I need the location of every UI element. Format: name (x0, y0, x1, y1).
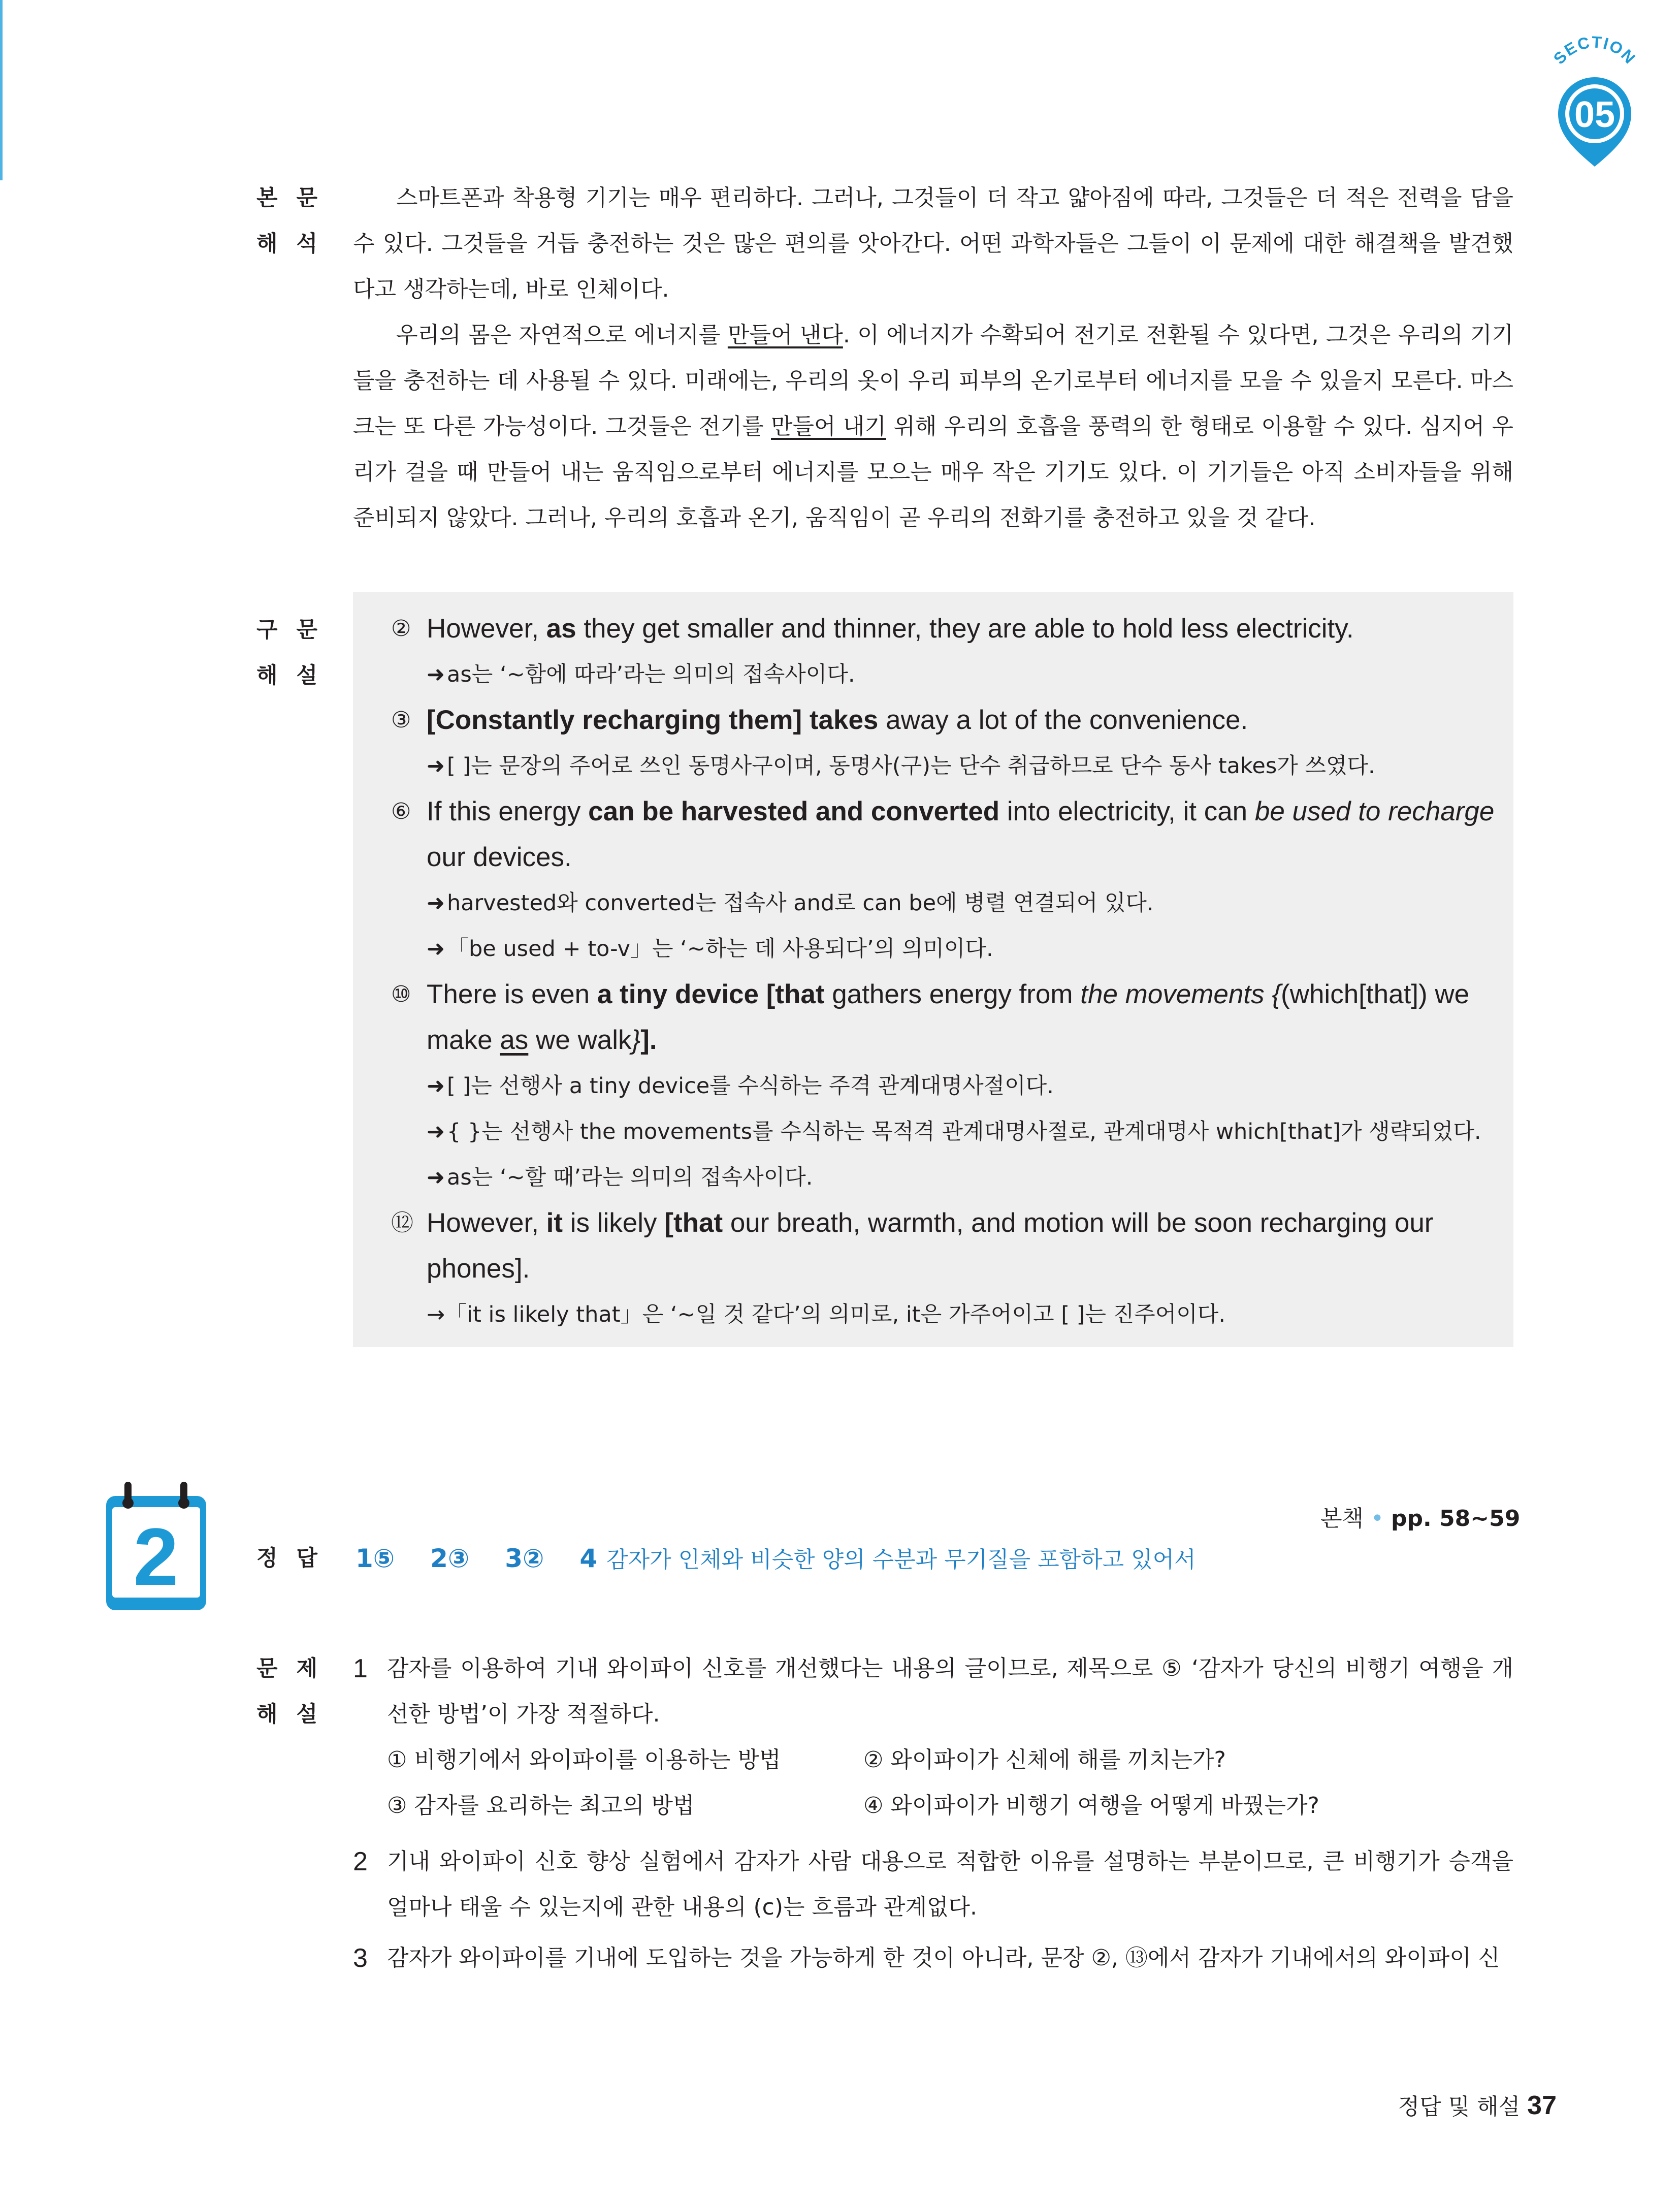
answer-4: 4 (579, 1544, 598, 1573)
sentence-6-note-1: ➜harvested와 converted는 접속사 and로 can be에 병렬 연결되어 있다. (427, 890, 1154, 916)
sentence-10-cont: make as we walk}]. (427, 1025, 657, 1055)
translation-label: 본 문 해 석 (256, 185, 317, 257)
sentence-10-note-3: ➜as는 ‘~할 때’라는 의미의 접속사이다. (427, 1165, 813, 1190)
question-2-explanation: 기내 와이파이 신호 향상 실험에서 감자가 사람 대용으로 적합한 이유를 설명하는 부분이므로, 큰 비행기가 승객을 얼마나 태울 수 있는지에 관한 내용의 (c)는 흐름과 관계없다. (387, 1848, 1513, 1920)
translation-text (353, 175, 1513, 541)
question-number: 3 (353, 1943, 368, 1973)
sentence-10-note-2: ➜{ }는 선행사 the movements를 수식하는 목적격 관계대명사절로, 관계대명사 which[that]가 생략되었다. (427, 1119, 1481, 1144)
sentence-number: ③ (391, 707, 411, 733)
answer-3: 3② (505, 1544, 544, 1573)
sentence-10: There is even a tiny device [that gathers energy from the movements {(which[that]) we (427, 979, 1470, 1009)
calendar-number-icon (104, 1481, 208, 1613)
question-1-explanation: 감자를 이용하여 기내 와이파이 신호를 개선했다는 내용의 글이므로, 제목으로 ⑤ ‘감자가 당신의 비행기 여행을 개선한 방법’이 가장 적절하다. (387, 1655, 1513, 1727)
sentence-number: ⑫ (391, 1210, 413, 1236)
sentence-number: ⑥ (391, 799, 411, 824)
page-number: 37 (1527, 2091, 1557, 2120)
part-number: 2 (133, 1511, 179, 1602)
choice-4: ④ 와이파이가 비행기 여행을 어떻게 바꿨는가? (863, 1793, 1319, 1819)
sentence-12: However, it is likely [that our breath, warmth, and motion will be soon recharging our (427, 1208, 1434, 1238)
sentence-3-note: ➜[ ]는 문장의 주어로 쓰인 동명사구이며, 동명사(구)는 단수 취급하므로 단수 동사 takes가 쓰였다. (427, 753, 1375, 779)
answer-row (356, 1538, 1232, 1580)
question-number: 2 (353, 1847, 368, 1876)
question-3-explanation: 감자가 와이파이를 기내에 도입하는 것을 가능하게 한 것이 아니라, 문장 ②, ⑬에서 감자가 기내에서의 와이파이 신 (387, 1945, 1500, 1971)
explanation-label: 문 제 해 설 (256, 1656, 317, 1727)
sentence-6-note-2: ➜「be used + to-v」는 ‘~하는 데 사용되다’의 의미이다. (427, 936, 993, 962)
answer-1: 1⑤ (356, 1544, 395, 1573)
choice-2: ② 와이파이가 신체에 해를 끼치는가? (863, 1747, 1226, 1773)
sentence-2-note: ➜as는 ‘~함에 따라’라는 의미의 접속사이다. (427, 662, 855, 687)
sentence-12-cont: phones]. (427, 1254, 530, 1284)
choice-3: ③ 감자를 요리하는 최고의 방법 (387, 1793, 695, 1819)
page-reference: 본책 • pp. 58~59 (1320, 1506, 1521, 1532)
page-footer: 정답 및 해설 37 (1398, 2091, 1557, 2120)
question-number: 1 (353, 1654, 368, 1683)
answer-4-text: 감자가 인체와 비슷한 양의 수분과 무기질을 포함하고 있어서 (606, 1547, 1196, 1573)
section-badge (1544, 36, 1645, 173)
choice-1: ① 비행기에서 와이파이를 이용하는 방법 (387, 1747, 781, 1773)
edge-accent-line (0, 0, 3, 180)
sentence-10-note-1: ➜[ ]는 선행사 a tiny device를 수식하는 주격 관계대명사절이다. (427, 1073, 1054, 1099)
sentence-number: ⑩ (391, 981, 411, 1007)
section-number: 05 (1574, 94, 1616, 135)
translation-paragraph-1: 스마트폰과 착용형 기기는 매우 편리하다. 그러나, 그것들이 더 작고 얇아짐에 따라, 그것들은 더 적은 전력을 담을 수 있다. 그것들을 거듭 충전하는 것은 많은 편의를 앗아간다. 어떤 과학자들은 그들이 이 문제에 대한 해결책을 발견했다고 생각하는데, 바로 인체이다. (353, 185, 1513, 302)
sentence-number: ② (391, 616, 411, 642)
translation-paragraph-2: 우리의 몸은 자연적으로 에너지를 만들어 낸다. 이 에너지가 수확되어 전기로 전환될 수 있다면, 그것은 우리의 기기들을 충전하는 데 사용될 수 있다. 미래에는, 우리의 옷이 우리 피부의 온기로부터 에너지를 모을 수 있을지 모른다. 마스크는 또 다른 가능성이다. 그것들은 전기를 만들어 내기 위해 우리의 호흡을 풍력의 한 형태로 이용할 수 있다. 심지어 우리가 걸을 때 만들어 내는 움직임으로부터 에너지를 모으는 매우 작은 기기도 있다. 이 기기들은 아직 소비자들을 위해 준비되지 않았다. 그러나, 우리의 호흡과 온기, 움직임이 곧 우리의 전화기를 충전하고 있을 것 같다. (353, 322, 1513, 531)
sentence-2: However, as they get smaller and thinner, they are able to hold less electricity. (427, 614, 1354, 644)
sentence-3: [Constantly recharging them] takes away a lot of the convenience. (427, 705, 1248, 735)
answer-2: 2③ (430, 1544, 470, 1573)
svg-text:SECTION (1550, 36, 1640, 68)
grammar-label: 구 문 해 설 (256, 617, 317, 688)
answer-label: 정 답 (256, 1546, 317, 1571)
section-label: SECTION (1549, 36, 1640, 68)
sentence-6-cont: our devices. (427, 842, 572, 872)
sentence-6: If this energy can be harvested and converted into electricity, it can be used to recharge (427, 796, 1495, 826)
sentence-12-note: →「it is likely that」은 ‘~일 것 같다’의 의미로, it은 가주어이고 [ ]는 진주어이다. (427, 1302, 1226, 1327)
